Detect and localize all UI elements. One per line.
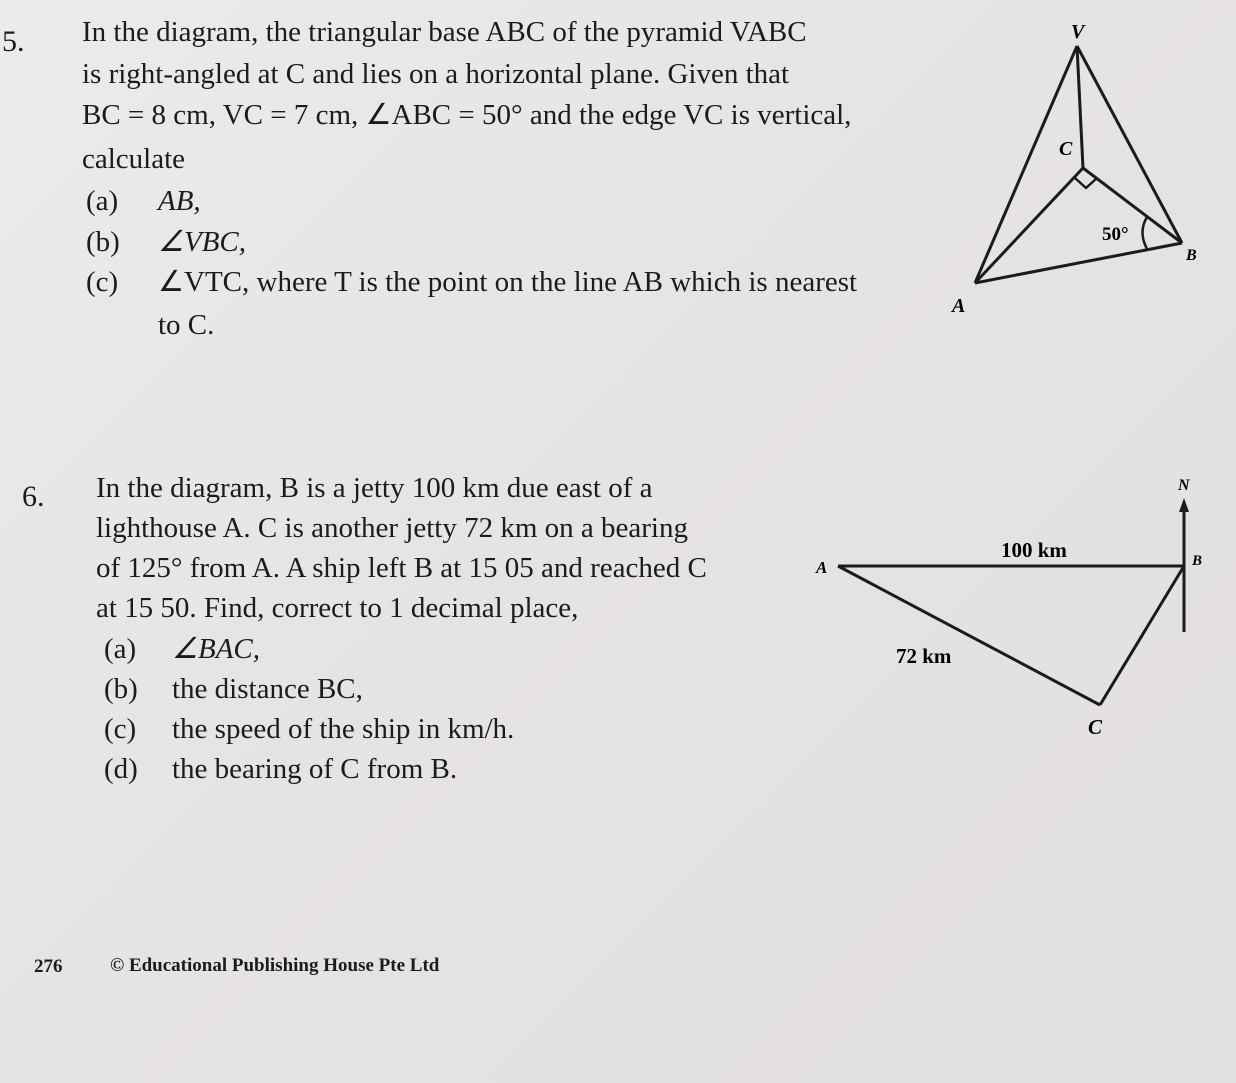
bearing-diagram	[808, 470, 1228, 750]
line-bc	[1100, 566, 1184, 705]
q5-part-b-text: ∠VBC,	[158, 226, 247, 258]
page-number: 276	[34, 956, 63, 977]
q6-part-b-text: the distance BC,	[172, 673, 363, 705]
edge-vb	[1077, 46, 1182, 243]
q5-part-c-text: ∠VTC, where T is the point on the line AB which is nearest	[158, 266, 858, 298]
label-c: C	[1088, 715, 1103, 739]
q6-part-d-label: (d)	[104, 753, 138, 785]
edge-vc	[1077, 46, 1083, 168]
q6-text-line-3: of 125° from A. A ship left B at 15 05 and reached C	[96, 552, 707, 584]
q5-part-c-continuation: to C.	[158, 309, 215, 341]
pyramid-diagram	[952, 18, 1220, 318]
q5-part-b-label: (b)	[86, 226, 120, 258]
q5-part-a-text: AB,	[158, 185, 201, 217]
label-a: A	[816, 558, 828, 577]
label-b: B	[1192, 553, 1203, 569]
q6-part-a-label: (a)	[104, 633, 137, 665]
line-ac	[838, 566, 1100, 705]
q5-text-line-4: calculate	[82, 143, 186, 175]
edge-cb	[1083, 168, 1182, 243]
question-6-number: 6.	[22, 480, 45, 513]
q5-text-line-3: BC = 8 cm, VC = 7 cm, ∠ABC = 50° and the edge VC is vertical,	[82, 99, 852, 131]
q6-part-c-text: the speed of the ship in km/h.	[172, 713, 515, 745]
q6-text-line-4: at 15 50. Find, correct to 1 decimal place,	[96, 592, 579, 624]
edge-va	[975, 46, 1077, 283]
right-angle-marker	[1075, 178, 1097, 188]
q6-text-line-2: lighthouse A. C is another jetty 72 km on a bearing	[96, 512, 688, 544]
question-5-number: 5.	[2, 25, 25, 58]
angle-arc	[1143, 217, 1148, 249]
q5-part-c-label: (c)	[86, 266, 119, 298]
label-v: V	[1071, 21, 1085, 43]
q5-part-a-label: (a)	[86, 185, 119, 217]
q6-part-b-label: (b)	[104, 673, 138, 705]
label-c: C	[1059, 138, 1073, 160]
q6-part-d-text: the bearing of C from B.	[172, 753, 458, 785]
q5-text-line-1: In the diagram, the triangular base ABC of the pyramid VABC	[82, 16, 807, 48]
label-a: A	[952, 295, 966, 317]
label-100km: 100 km	[1001, 538, 1067, 562]
q6-part-a-text: ∠BAC,	[172, 633, 261, 665]
label-72km: 72 km	[896, 644, 952, 668]
copyright-notice: © Educational Publishing House Pte Ltd	[110, 955, 440, 976]
q5-text-line-2: is right-angled at C and lies on a horizontal plane. Given that	[82, 58, 790, 90]
label-b: B	[1186, 247, 1197, 264]
q6-part-c-label: (c)	[104, 713, 137, 745]
label-n: N	[1178, 477, 1190, 494]
q6-text-line-1: In the diagram, B is a jetty 100 km due east of a	[96, 472, 653, 504]
label-angle: 50°	[1102, 224, 1129, 245]
north-arrow-icon	[1179, 498, 1189, 512]
